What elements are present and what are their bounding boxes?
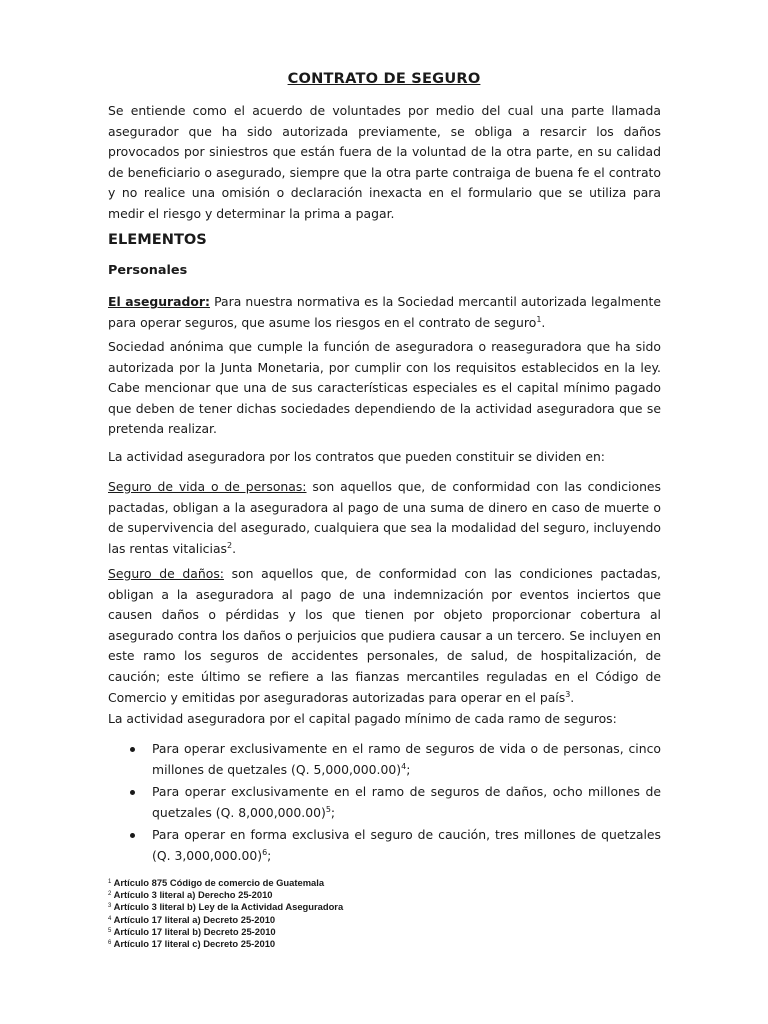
footnotes xyxy=(108,877,661,950)
page-title: CONTRATO DE SEGURO xyxy=(287,70,481,87)
seguro-danos-term: Seguro de daños: xyxy=(108,566,224,581)
actividad-capital-text: La actividad aseguradora por el capital pagado mínimo de cada ramo de seguros: xyxy=(108,711,617,726)
intro-text: Se entiende como el acuerdo de voluntades por medio del cual una parte llamada asegurador que ha sido autorizada previamente, se obliga a resarcir los daños provocados por siniestros que están fuera de la voluntad de la otra parte, en su calidad de beneficiario o asegurado, siempre que la otra parte contraiga de buena fe el contrato y no realice una omisión o declaración inexacta en el formulario que se utiliza para medir el riesgo y determinar la prima a pagar. xyxy=(108,103,661,221)
capital-list xyxy=(108,739,661,869)
footnote-ref-3: 3 xyxy=(565,689,571,699)
actividad-contratos-paragraph xyxy=(108,447,661,468)
seguro-danos-end: . xyxy=(570,689,575,705)
list-item: Para operar exclusivamente en el ramo de seguros de vida o de personas, cinco millones de quetzales (Q. 5,000,000.00)$^4$; xyxy=(108,739,661,780)
asegurador-term: El asegurador: xyxy=(108,294,210,309)
footnote-ref-5: 5 xyxy=(325,804,331,814)
bullet-icon xyxy=(130,790,135,795)
seguro-danos-text: son aquellos que, de conformidad con las condiciones pactadas, obligan a la aseguradora al pago de una indemnización por eventos inciertos que causen daños o pérdidas y los que tienen por objeto proporcionar cobertura al asegurado contra los daños o perjuicios que pudiera causar a un tercero. Se incluyen en este ramo los seguros de accidentes personales, de salud, de hospitalización, de caución; este último se refiere a las fianzas mercantiles reguladas en el Código de Comercio y emitidas por aseguradoras autorizadas para operar en el país xyxy=(108,566,661,705)
footnote-3: $^3$ Artículo 3 literal b) Ley de la Actividad Aseguradora xyxy=(108,901,344,913)
seguro-vida-text: son aquellos que, de conformidad con las condiciones pactadas, obligan a la aseguradora al pago de una suma de dinero en caso de muerte o de supervivencia del asegurado, cualquiera que sea la modalidad del seguro, incluyendo las rentas vitalicias xyxy=(108,479,662,556)
footnote-ref-2: 2 xyxy=(227,540,233,550)
sociedad-paragraph xyxy=(108,337,661,440)
footnote-ref-4: 4 xyxy=(401,761,407,771)
seguro-danos-paragraph xyxy=(108,564,661,708)
footnote-4: $^4$ Artículo 17 literal a) Decreto 25-2010 xyxy=(108,913,276,925)
footnote-1: $^1$ Artículo 875 Código de comercio de Guatemala xyxy=(108,877,325,888)
bullet-icon xyxy=(130,747,135,752)
list-item: Para operar en forma exclusiva el seguro de caución, tres millones de quetzales (Q. 3,000,000.00)$^6$; xyxy=(108,825,661,866)
list-item: Para operar exclusivamente en el ramo de seguros de daños, ocho millones de quetzales (Q. 8,000,000.00)$^5$; xyxy=(108,782,661,823)
footnote-5: $^5$ Artículo 17 literal b) Decreto 25-2010 xyxy=(108,925,276,937)
actividad-contratos-text: La actividad aseguradora por los contratos que pueden constituir se dividen en: xyxy=(108,449,605,464)
footnote-2: $^2$ Artículo 3 literal a) Derecho 25-2010 xyxy=(108,889,273,901)
intro-paragraph xyxy=(108,101,661,225)
heading-personales: Personales xyxy=(108,263,188,278)
seguro-vida-end: . xyxy=(232,540,237,556)
asegurador-end: . xyxy=(541,314,546,330)
footnote-ref-6: 6 xyxy=(262,847,268,857)
actividad-capital-paragraph xyxy=(108,709,661,730)
heading-elementos: ELEMENTOS xyxy=(108,231,207,248)
footnote-6: $^6$ Artículo 17 literal c) Decreto 25-2010 xyxy=(108,938,276,950)
footnote-ref-1: 1 xyxy=(536,314,542,324)
asegurador-text: Para nuestra normativa es la Sociedad mercantil autorizada legalmente para operar seguros, que asume los riesgos en el contrato de seguro xyxy=(108,294,662,330)
bullet-icon xyxy=(130,833,135,838)
seguro-vida-term: Seguro de vida o de personas: xyxy=(108,479,307,494)
seguro-vida-paragraph xyxy=(108,477,661,559)
sociedad-text: Sociedad anónima que cumple la función de aseguradora o reaseguradora que ha sido autorizada por la Junta Monetaria, por cumplir con los requisitos establecidos en la ley. Cabe mencionar que una de sus características especiales es el capital mínimo pagado que deben de tener dichas sociedades dependiendo de la actividad aseguradora que se pretenda realizar. xyxy=(108,339,661,437)
asegurador-paragraph xyxy=(108,292,661,333)
